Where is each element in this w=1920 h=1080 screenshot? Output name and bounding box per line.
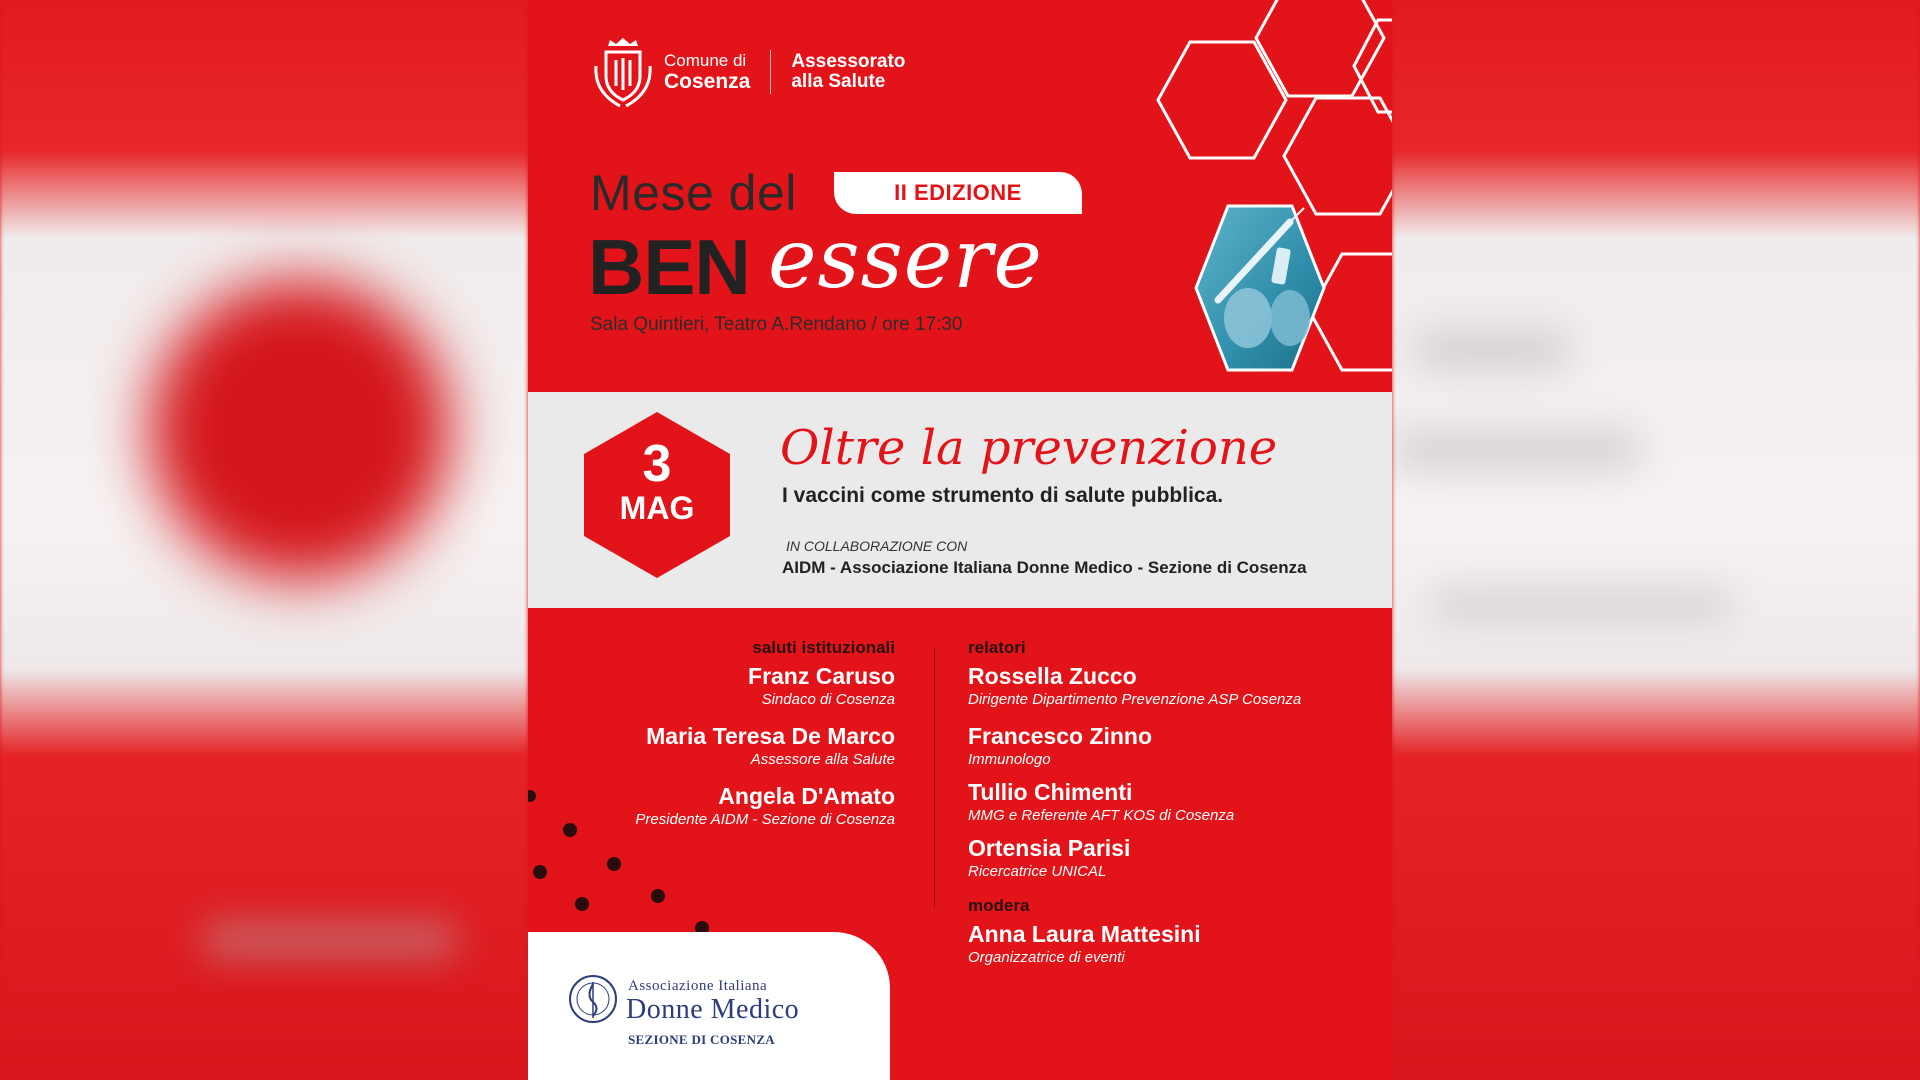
relatori-label: relatori xyxy=(968,638,1026,657)
title-essere: essere xyxy=(768,212,1043,307)
background-bar xyxy=(1412,330,1572,370)
event-subtitle: I vaccini come strumento di salute pubblica. xyxy=(782,484,1224,507)
aidm-logo-card xyxy=(528,932,890,1080)
vaccine-image xyxy=(1196,206,1324,370)
moderator-name: Anna Laura Mattesini xyxy=(968,921,1201,947)
event-title: Oltre la prevenzione xyxy=(780,420,1278,476)
title-ben: BEN xyxy=(588,223,750,311)
aidm-emblem-icon xyxy=(568,974,618,1024)
speaker-role: Immunologo xyxy=(968,751,1051,768)
speaker-name: Tullio Chimenti xyxy=(968,779,1133,805)
aidm-line2: Donne Medico xyxy=(626,994,800,1025)
speaker-role: Ricercatrice UNICAL xyxy=(968,863,1107,880)
event-poster xyxy=(528,0,1392,1080)
modera-label: modera xyxy=(968,896,1030,915)
header-logo xyxy=(590,36,905,108)
speaker-role: Assessore alla Salute xyxy=(750,751,895,768)
saluti-label: saluti istituzionali xyxy=(752,638,895,657)
background-blob xyxy=(150,280,450,580)
event-date xyxy=(584,412,730,578)
aidm-line1: Associazione Italiana xyxy=(628,978,768,994)
title-mese-del: Mese del xyxy=(590,165,797,221)
assessorato-line1: Assessorato xyxy=(791,51,906,73)
aidm-line3: SEZIONE DI COSENZA xyxy=(628,1032,775,1047)
collaboration-partner: AIDM - Associazione Italiana Donne Medico - Sezione di Cosenza xyxy=(782,558,1307,577)
speaker-name: Rossella Zucco xyxy=(968,663,1137,689)
speaker-name: Francesco Zinno xyxy=(968,723,1153,749)
event-month: MAG xyxy=(619,490,695,526)
comune-line1: Comune di xyxy=(664,51,747,70)
hexagon-decoration xyxy=(1078,0,1392,392)
cosenza-crest-icon xyxy=(590,36,656,108)
assessorato-name xyxy=(791,52,905,92)
event-info-band xyxy=(528,392,1392,608)
speaker-name: Maria Teresa De Marco xyxy=(646,723,895,749)
speaker-role: Sindaco di Cosenza xyxy=(761,691,895,708)
header-divider xyxy=(770,50,771,94)
decorative-dots xyxy=(528,780,748,940)
background-bar xyxy=(1432,590,1732,620)
speaker-role: Presidente AIDM - Sezione di Cosenza xyxy=(635,811,895,828)
speaker-name: Angela D'Amato xyxy=(718,783,895,809)
hexagon-outline xyxy=(1284,98,1392,214)
assessorato-line2: alla Salute xyxy=(791,71,886,92)
comune-line2: Cosenza xyxy=(664,70,751,93)
event-location-time: Sala Quintieri, Teatro A.Rendano / ore 17:30 xyxy=(590,314,963,335)
background-bar xyxy=(1392,430,1642,470)
edition-badge: II EDIZIONE xyxy=(834,172,1082,214)
background-left-blur xyxy=(0,0,528,1080)
speakers-divider xyxy=(934,648,935,908)
event-day: 3 xyxy=(642,435,672,493)
background-right-blur xyxy=(1392,0,1920,1080)
speaker-role: Dirigente Dipartimento Prevenzione ASP Cosenza xyxy=(968,691,1302,708)
background-bar xyxy=(200,920,460,960)
speaker-role: MMG e Referente AFT KOS di Cosenza xyxy=(968,807,1235,824)
collaboration-label: IN COLLABORAZIONE CON xyxy=(786,538,968,554)
relatori-column xyxy=(968,638,1301,968)
comune-name xyxy=(664,52,750,92)
speaker-name: Ortensia Parisi xyxy=(968,835,1131,861)
speaker-name: Franz Caruso xyxy=(748,663,895,689)
moderator-role: Organizzatrice di eventi xyxy=(968,949,1125,966)
hexagon-outline xyxy=(1310,254,1392,370)
